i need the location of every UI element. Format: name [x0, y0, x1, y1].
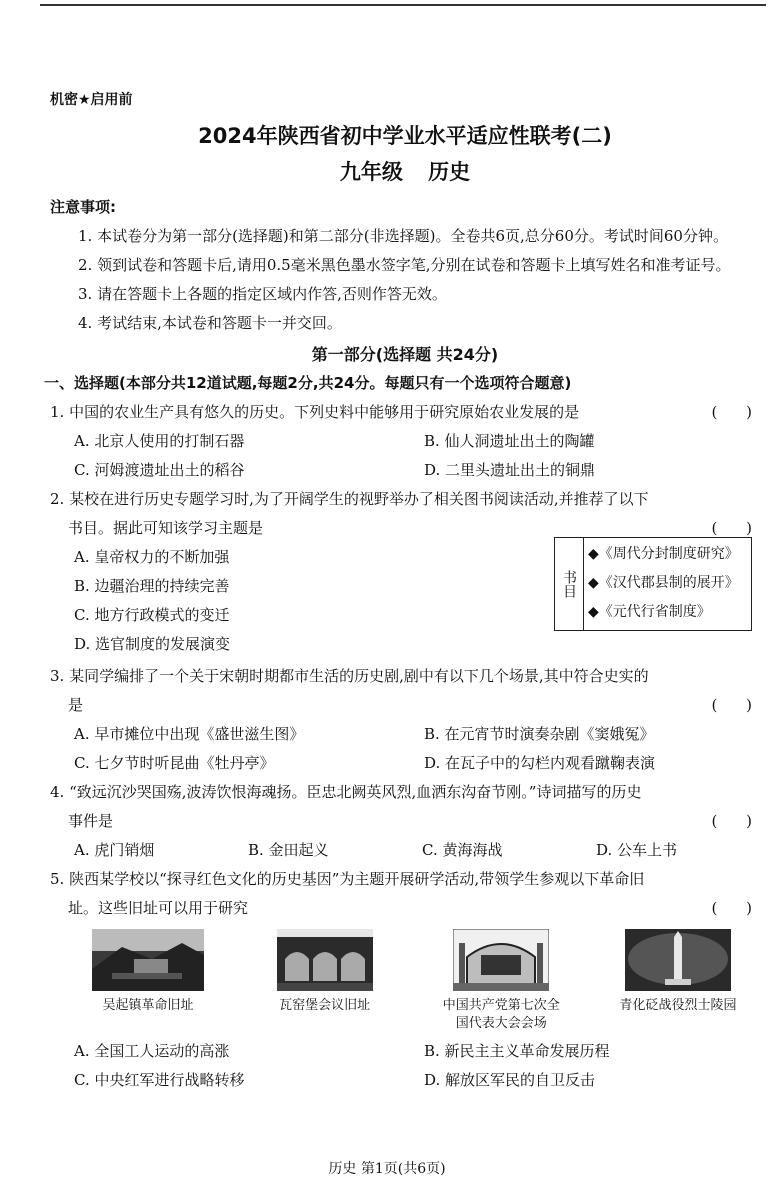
picture-qinghuabian-caption: 青化砭战役烈士陵园 [619, 998, 737, 1013]
question-3-line-1: 3. 某同学编排了一个关于宋朝时期都市生活的历史剧,剧中有以下几个场景,其中符合史实的 [50, 667, 649, 685]
question-2-option-d[interactable]: D. 选官制度的发展演变 [74, 635, 231, 653]
question-4-option-a[interactable]: A. 虎门销烟 [74, 841, 155, 859]
question-5-option-b[interactable]: B. 新民主主义革命发展历程 [424, 1042, 610, 1060]
question-2-stem: 书目。据此可知该学习主题是 [68, 519, 264, 537]
question-3-answer-paren[interactable]: ( ) [711, 696, 752, 714]
question-3-option-c[interactable]: C. 七夕节时听昆曲《牡丹亭》 [74, 754, 275, 772]
picture-wuqi-caption: 吴起镇革命旧址 [102, 998, 194, 1013]
question-5-answer-paren[interactable]: ( ) [711, 899, 752, 917]
question-3-option-d[interactable]: D. 在瓦子中的勾栏内观看蹴鞠表演 [424, 754, 656, 772]
wayaobao-photo-icon [277, 929, 373, 991]
question-1-option-c[interactable]: C. 河姆渡遗址出土的稻谷 [74, 461, 245, 479]
section-one-heading: 一、选择题(本部分共12道试题,每题2分,共24分。每题只有一个选项符合题意) [44, 374, 572, 392]
picture-qida-caption: 中国共产党第七次全国代表大会会场 [442, 998, 560, 1031]
question-4-option-d[interactable]: D. 公车上书 [596, 841, 678, 859]
picture-qinghuabian [614, 929, 742, 1033]
question-1-answer-paren[interactable]: ( ) [711, 403, 752, 421]
booklist-item-1: ◆《周代分封制度研究》 [588, 546, 739, 562]
notice-item-4: 4. 考试结束,本试卷和答题卡一并交回。 [78, 314, 342, 332]
question-4-answer-paren[interactable]: ( ) [711, 812, 752, 830]
question-5-option-d[interactable]: D. 解放区军民的自卫反击 [424, 1071, 596, 1089]
question-2-option-c[interactable]: C. 地方行政模式的变迁 [74, 606, 230, 624]
question-1-stem: 1. 中国的农业生产具有悠久的历史。下列史料中能够用于研究原始农业发展的是 [50, 403, 580, 421]
question-1-option-d[interactable]: D. 二里头遗址出土的铜鼎 [424, 461, 596, 479]
picture-wuqi [84, 929, 212, 1033]
question-5-stem: 址。这些旧址可以用于研究 [68, 899, 249, 917]
question-5-option-a[interactable]: A. 全国工人运动的高涨 [74, 1042, 230, 1060]
page-footer: 历史 第1页(共6页) [328, 1161, 446, 1177]
booklist-items [584, 538, 751, 630]
secret-label: 机密★启用前 [50, 92, 133, 108]
notice-item-1: 1. 本试卷分为第一部分(选择题)和第二部分(非选择题)。全卷共6页,总分60分。考试时间60分钟。 [78, 227, 728, 245]
question-3-option-b[interactable]: B. 在元宵节时演奏杂剧《窦娥冤》 [424, 725, 655, 743]
question-2-body [50, 543, 760, 659]
question-2-line-1: 2. 某校在进行历史专题学习时,为了开阔学生的视野举办了相关图书阅读活动,并推荐了以下 [50, 490, 649, 508]
question-2-option-a[interactable]: A. 皇帝权力的不断加强 [74, 548, 230, 566]
notice-item-3: 3. 请在答题卡上各题的指定区域内作答,否则作答无效。 [78, 285, 447, 303]
question-5-line-2 [50, 894, 760, 923]
part-one-title: 第一部分(选择题 共24分) [311, 345, 499, 364]
question-3-stem: 是 [68, 696, 84, 714]
question-5-options [50, 1037, 760, 1095]
question-4-stem: 事件是 [68, 812, 114, 830]
question-5-option-c[interactable]: C. 中央红军进行战略转移 [74, 1071, 245, 1089]
question-4-line-1: 4. “致远沉沙哭国殇,波涛饮恨海魂扬。臣忠北阙英风烈,血洒东沟奋节刚。”诗词描写的历史 [50, 783, 642, 801]
wuqi-photo-icon [92, 929, 204, 991]
notice-heading: 注意事项: [50, 198, 116, 216]
booklist-label: 书目 [555, 538, 584, 630]
booklist-item-3: ◆《元代行省制度》 [588, 604, 711, 620]
exam-title: 2024年陕西省初中学业水平适应性联考(二) [198, 124, 612, 148]
booklist-box [554, 537, 752, 631]
picture-wayaobao [261, 929, 389, 1033]
question-3-option-a[interactable]: A. 早市摊位中出现《盛世滋生图》 [74, 725, 305, 743]
question-1-option-a[interactable]: A. 北京人使用的打制石器 [74, 432, 245, 450]
picture-qida [437, 929, 565, 1033]
booklist-item-2: ◆《汉代郡县制的展开》 [588, 575, 739, 591]
question-4-options [50, 836, 760, 865]
question-1 [50, 398, 760, 427]
question-4-line-2 [50, 807, 760, 836]
exam-page [44, 86, 760, 1095]
qida-hall-photo-icon [453, 929, 549, 991]
question-2-answer-paren[interactable]: ( ) [711, 519, 752, 537]
question-1-option-b[interactable]: B. 仙人洞遗址出土的陶罐 [424, 432, 595, 450]
question-2-option-b[interactable]: B. 边疆治理的持续完善 [74, 577, 230, 595]
question-4-option-c[interactable]: C. 黄海海战 [422, 841, 503, 859]
picture-wayaobao-caption: 瓦窑堡会议旧址 [279, 998, 371, 1013]
notice-item-2: 2. 领到试卷和答题卡后,请用0.5毫米黑色墨水签字笔,分别在试卷和答题卡上填写姓名和准考证号。 [78, 256, 731, 274]
question-5-pictures [50, 923, 760, 1033]
question-3-line-2 [50, 691, 760, 720]
qinghuabian-cemetery-photo-icon [625, 929, 731, 991]
exam-subtitle: 九年级 历史 [339, 160, 471, 184]
question-5-line-1: 5. 陕西某学校以“探寻红色文化的历史基因”为主题开展研学活动,带领学生参观以下革命旧 [50, 870, 645, 888]
question-3-options [50, 720, 760, 778]
top-border-line [40, 4, 766, 6]
question-1-options [50, 427, 760, 485]
question-4-option-b[interactable]: B. 金田起义 [248, 841, 329, 859]
